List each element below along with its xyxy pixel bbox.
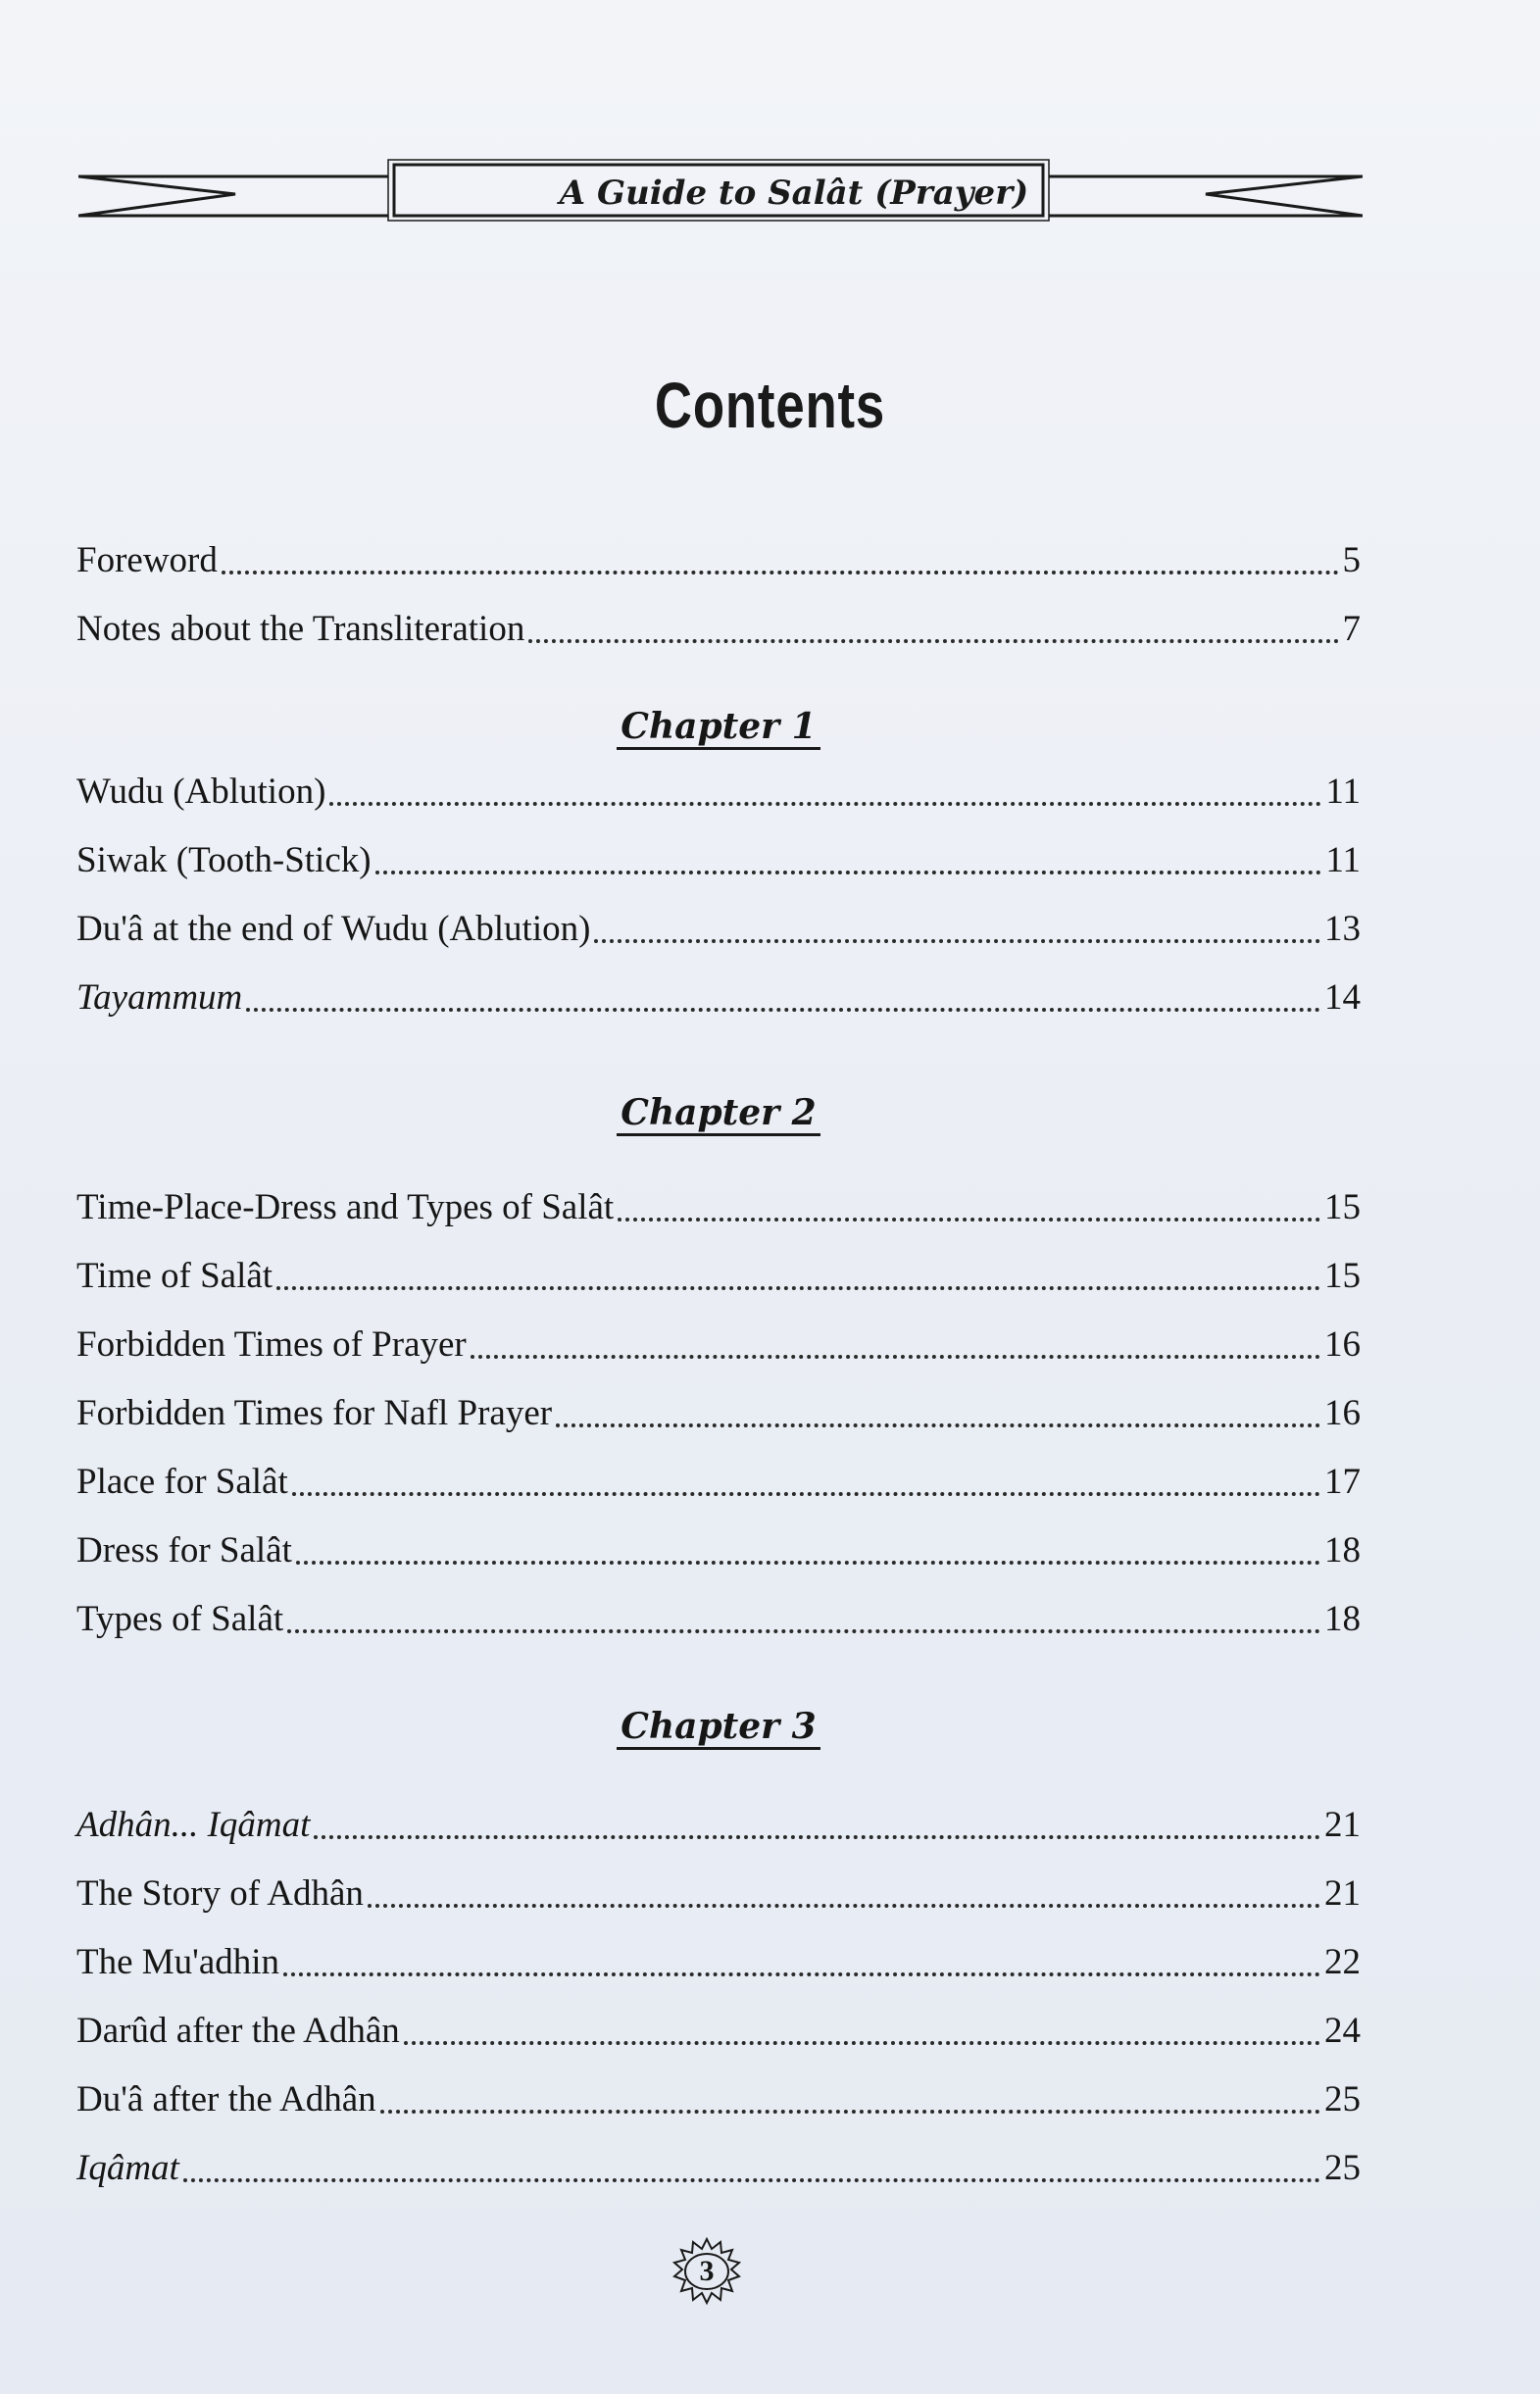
- toc-entry-page: 13: [1324, 909, 1361, 949]
- toc-entry[interactable]: [76, 1390, 1361, 1437]
- leader-dots: [556, 1410, 1320, 1427]
- toc-entry-label: Iqâmat: [76, 2148, 179, 2188]
- toc-entry-label: Forbidden Times of Prayer: [76, 1324, 467, 1365]
- page-number-badge: [672, 2237, 741, 2306]
- toc-entry-label: Time of Salât: [76, 1256, 273, 1296]
- toc-entry-page: 25: [1324, 2079, 1361, 2120]
- page-number: 3: [699, 2255, 715, 2287]
- toc-entry[interactable]: [76, 837, 1361, 884]
- leader-dots: [296, 1547, 1320, 1565]
- toc-entry-page: 11: [1325, 772, 1361, 812]
- toc-entry-page: 17: [1324, 1462, 1361, 1502]
- toc-entry-label: The Mu'adhin: [76, 1942, 280, 1982]
- chapter-title: Chapter 1: [617, 706, 820, 750]
- toc-entry-page: 24: [1324, 2011, 1361, 2051]
- toc-entry[interactable]: [76, 769, 1361, 816]
- leader-dots: [594, 925, 1320, 943]
- leader-dots: [380, 2096, 1320, 2114]
- toc-entry[interactable]: [76, 1939, 1361, 1986]
- chapter-title: Chapter 3: [617, 1706, 820, 1750]
- toc-entry[interactable]: [76, 1322, 1361, 1369]
- toc-entry-page: 25: [1324, 2148, 1361, 2188]
- toc-entry[interactable]: [76, 1253, 1361, 1300]
- toc-entry-label: Darûd after the Adhân: [76, 2011, 400, 2051]
- toc-entry-page: 18: [1324, 1530, 1361, 1571]
- toc-entry-label: Wudu (Ablution): [76, 772, 326, 812]
- toc-entry-page: 21: [1324, 1873, 1361, 1914]
- toc-entry-label: Time-Place-Dress and Types of Salât: [76, 1187, 615, 1227]
- toc-entry[interactable]: [76, 974, 1361, 1022]
- leader-dots: [222, 557, 1339, 574]
- leader-dots: [471, 1341, 1320, 1359]
- toc-entry-page: 21: [1324, 1805, 1361, 1845]
- leader-dots: [404, 2027, 1320, 2045]
- page-header-banner: [78, 157, 1363, 235]
- toc-entry-page: 14: [1324, 977, 1361, 1018]
- leader-dots: [287, 1616, 1320, 1633]
- toc-entry-label: Notes about the Transliteration: [76, 609, 525, 649]
- toc-entry-page: 5: [1342, 540, 1361, 580]
- leader-dots: [528, 625, 1338, 643]
- toc-entry-label: Siwak (Tooth-Stick): [76, 840, 372, 880]
- leader-dots: [375, 857, 1322, 874]
- toc-entry-page: 11: [1325, 840, 1361, 880]
- leader-dots: [618, 1204, 1320, 1222]
- toc-entry-page: 16: [1324, 1324, 1361, 1365]
- contents-heading: Contents: [654, 369, 886, 441]
- leader-dots: [329, 788, 1321, 806]
- toc-entry-label: Foreword: [76, 540, 218, 580]
- toc-entry[interactable]: [76, 2008, 1361, 2055]
- leader-dots: [368, 1890, 1320, 1908]
- chapter-title: Chapter 2: [617, 1092, 820, 1136]
- leader-dots: [276, 1272, 1320, 1290]
- leader-dots: [246, 994, 1320, 1012]
- toc-entry-label: Tayammum: [76, 977, 243, 1018]
- toc-entry[interactable]: [76, 1870, 1361, 1918]
- chapter-heading: [76, 1706, 1361, 1747]
- toc-entry-label: The Story of Adhân: [76, 1873, 364, 1914]
- toc-entry-page: 7: [1342, 609, 1361, 649]
- leader-dots: [292, 1478, 1320, 1496]
- toc-entry-label: Forbidden Times for Nafl Prayer: [76, 1393, 553, 1433]
- leader-dots: [314, 1821, 1320, 1839]
- toc-entry-label: Place for Salât: [76, 1462, 288, 1502]
- chapter-heading: [76, 706, 1361, 747]
- running-header-title: A Guide to Salât (Prayer): [559, 174, 1029, 213]
- toc-entry[interactable]: [76, 2145, 1361, 2192]
- toc-entry[interactable]: [76, 537, 1361, 584]
- toc-entry-page: 18: [1324, 1599, 1361, 1639]
- toc-entry-label: Du'â after the Adhân: [76, 2079, 376, 2120]
- toc-entry[interactable]: [76, 1459, 1361, 1506]
- toc-entry[interactable]: [76, 1802, 1361, 1849]
- toc-entry[interactable]: [76, 2076, 1361, 2123]
- toc-entry[interactable]: [76, 1596, 1361, 1643]
- toc-entry[interactable]: [76, 606, 1361, 653]
- toc-entry-label: Dress for Salât: [76, 1530, 292, 1571]
- leader-dots: [183, 2165, 1320, 2182]
- toc-entry[interactable]: [76, 1184, 1361, 1231]
- chapter-heading: [76, 1092, 1361, 1133]
- leader-dots: [283, 1959, 1320, 1976]
- toc-entry-page: 15: [1324, 1187, 1361, 1227]
- toc-entry-label: Adhân... Iqâmat: [76, 1805, 311, 1845]
- toc-entry[interactable]: [76, 1527, 1361, 1574]
- toc-entry-label: Types of Salât: [76, 1599, 284, 1639]
- toc-entry[interactable]: [76, 906, 1361, 953]
- toc-entry-label: Du'â at the end of Wudu (Ablution): [76, 909, 591, 949]
- toc-entry-page: 15: [1324, 1256, 1361, 1296]
- toc-entry-page: 22: [1324, 1942, 1361, 1982]
- toc-entry-page: 16: [1324, 1393, 1361, 1433]
